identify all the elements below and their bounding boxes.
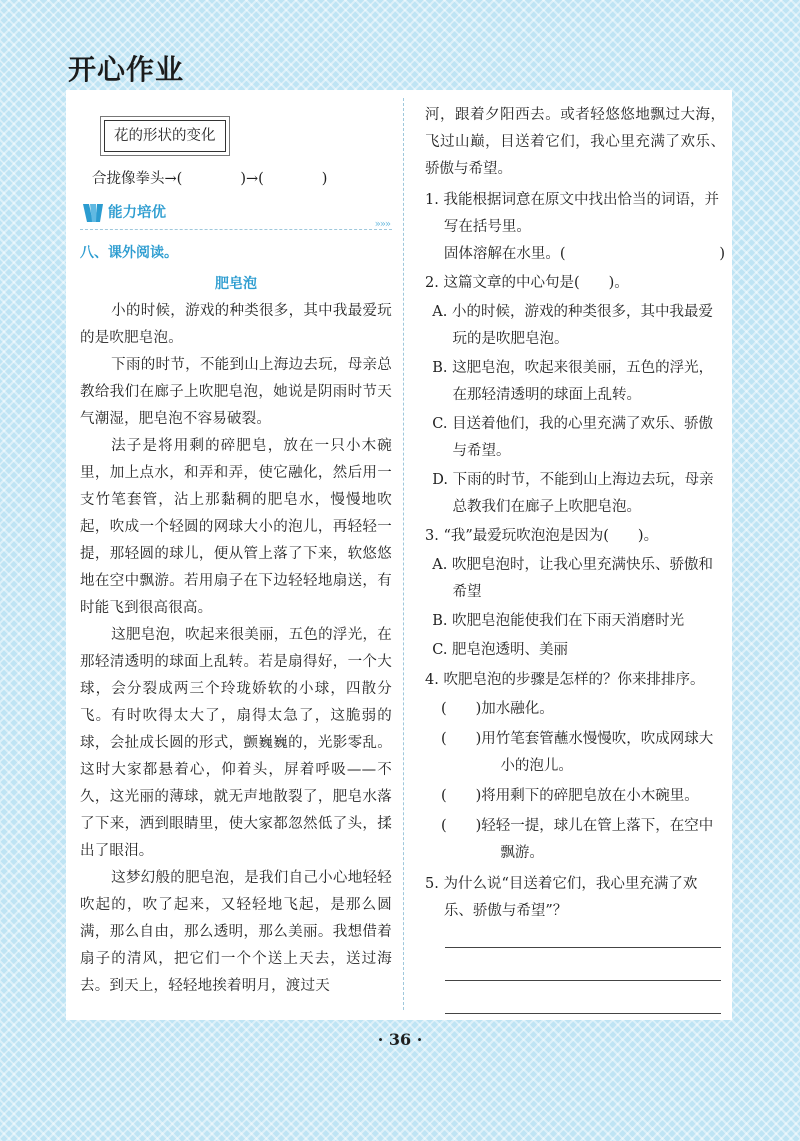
question-4-step-3[interactable]: ( )将用剩下的碎肥皂放在小木碗里。 [440, 788, 699, 804]
right-column [425, 102, 725, 1014]
answer-line[interactable] [445, 947, 721, 948]
fill-line-suffix: ) [321, 171, 328, 187]
answer-line[interactable] [445, 980, 721, 981]
question-1-answer-line[interactable] [444, 241, 725, 268]
column-divider [403, 98, 404, 1010]
ability-section-bar [80, 199, 392, 230]
ability-section-label: 能力培优 [108, 205, 166, 221]
ribbon-icon [80, 201, 108, 225]
essay-paragraph: 下雨的时节，不能到山上海边去玩，母亲总教给我们在廊子上吹肥皂泡，她说是阴雨时节天气潮湿，肥皂泡不容易破裂。 [80, 357, 392, 427]
question-5 [425, 871, 725, 1014]
section-heading: 八、课外阅读。 [80, 245, 178, 261]
flower-shape-fill-line [92, 166, 392, 193]
question-1-stem: 1. 我能根据词意在原文中找出恰当的词语，并写在括号里。 [425, 192, 719, 235]
essay-paragraph: 法子是将用剩的碎肥皂，放在一只小木碗里，加上点水，和弄和弄，使它融化，然后用一支竹笔套管，沾上那黏稠的肥皂水，慢慢地吹起，吹成一个轻圆的网球大小的泡儿，再轻轻一提，那轻圆的球儿，便从管上落了下来，软悠悠地在空中飘游。若用扇子在下边轻轻地扇送，有时能飞到很高很高。 [80, 438, 392, 616]
question-4-stem: 4. 吹肥皂泡的步骤是怎样的？你来排排序。 [425, 672, 705, 688]
question-4 [425, 667, 725, 867]
question-1-close-paren: ) [719, 246, 725, 262]
essay-continuation: 河，跟着夕阳西去。或者轻悠悠地飘过大海，飞过山巅，目送着它们，我心里充满了欢乐、骄傲与希望。 [425, 107, 725, 177]
question-2-option-c[interactable]: C. 目送着他们，我的心里充满了欢乐、骄傲与希望。 [432, 416, 714, 459]
question-5-stem: 5. 为什么说“目送着它们，我心里充满了欢乐、骄傲与希望”？ [425, 876, 698, 919]
question-1-prompt: 固体溶解在水里。( [443, 246, 566, 262]
essay-title: 肥皂泡 [215, 276, 257, 292]
essay-paragraph: 小的时候，游戏的种类很多，其中我最爱玩的是吹肥皂泡。 [80, 303, 392, 346]
question-2-stem: 2. 这篇文章的中心句是( )。 [425, 275, 629, 291]
flower-shape-box-label: 花的形状的变化 [104, 120, 226, 152]
question-2-option-d[interactable]: D. 下雨的时节，不能到山上海边去玩，母亲总教我们在廊子上吹肥皂泡。 [432, 472, 714, 515]
page-number: · 36 · [377, 1030, 423, 1049]
dotted-arrow-icon: »»» [374, 219, 390, 230]
question-2-option-a[interactable]: A. 小的时候，游戏的种类很多，其中我最爱玩的是吹肥皂泡。 [432, 304, 713, 347]
essay-paragraph: 这梦幻般的肥皂泡，是我们自己小心地轻轻吹起的，吹了起来，又轻轻地飞起，是那么圆满，那么自由，那么透明，那么美丽。我想借着扇子的清风，把它们一个个送上天去，送过海去。到天上，轻轻地挨着明月，渡过天 [80, 870, 392, 994]
question-1 [425, 187, 725, 268]
fill-line-middle: )→( [240, 171, 264, 187]
page-header-title: 开心作业 [68, 53, 185, 86]
answer-line[interactable] [445, 1013, 721, 1014]
question-3-option-c[interactable]: C. 肥皂泡透明、美丽 [432, 642, 569, 658]
question-4-step-4[interactable]: ( )轻轻一提，球儿在管上落下，在空中飘游。 [440, 818, 714, 861]
left-column [80, 112, 392, 1000]
question-3 [425, 523, 725, 664]
question-4-step-1[interactable]: ( )加水融化。 [440, 701, 554, 717]
question-4-step-2[interactable]: ( )用竹笔套管蘸水慢慢吹，吹成网球大小的泡儿。 [440, 731, 714, 774]
question-2 [425, 270, 725, 521]
question-3-option-b[interactable]: B. 吹肥皂泡能使我们在下雨天消磨时光 [432, 613, 685, 629]
fill-line-prefix: 合拢像拳头→( [92, 171, 183, 187]
question-3-stem: 3. “我”最爱玩吹泡泡是因为( )。 [425, 528, 659, 544]
essay-paragraph: 这肥皂泡，吹起来很美丽，五色的浮光，在那轻清透明的球面上乱转。若是扇得好，一个大球，会分裂成两三个玲珑娇软的小球，四散分飞。有时吹得太大了，扇得太急了，这脆弱的球，会扯成长圆的形式，颤巍巍的，光影零乱。这时大家都悬着心，仰着头，屏着呼吸——不久，这光丽的薄球，就无声地散裂了，肥皂水落了下来，洒到眼睛里，使大家都忽然低了头，揉出了眼泪。 [80, 627, 392, 859]
question-2-option-b[interactable]: B. 这肥皂泡，吹起来很美丽，五色的浮光，在那轻清透明的球面上乱转。 [432, 360, 714, 403]
question-3-option-a[interactable]: A. 吹肥皂泡时，让我心里充满快乐、骄傲和希望 [432, 557, 713, 600]
